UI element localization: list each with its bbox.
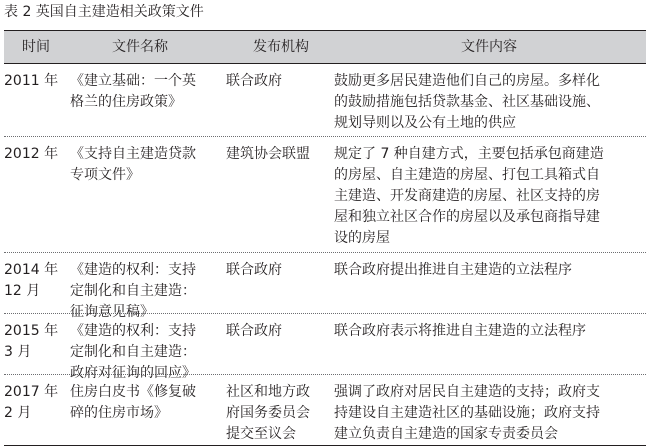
table-row [4,375,646,446]
table-header [4,30,646,64]
header-time: 时间 [22,39,50,55]
cell-name: 住房白皮书《修复破 碎的住房市场》 [70,384,196,421]
cell-org: 建筑协会联盟 [226,146,310,162]
table-row [4,314,646,381]
cell-org: 联合政府 [226,262,282,278]
cell-org: 联合政府 [226,323,282,339]
cell-content: 规定了 7 种自建方式，主要包括承包商建造 的房屋、自主建造的房屋、打包工具箱式自 主建造、开发商建造的房屋、社区支持的房 屋和独立社区合作的房屋以及承包商指导建 设的房屋 [334,146,604,246]
cell-time: 2015 年 3 月 [4,323,59,360]
header-name: 文件名称 [112,39,168,55]
cell-time: 2017 年 2 月 [4,384,59,421]
cell-time: 2011 年 [4,73,59,89]
cell-org: 联合政府 [226,73,282,89]
cell-time: 2014 年 12 月 [4,262,59,299]
cell-time: 2012 年 [4,146,59,162]
table-row [4,64,646,137]
table-row [4,137,646,253]
cell-name: 《支持自主建造贷款 专项文件》 [70,146,196,183]
cell-content: 联合政府表示将推进自主建造的立法程序 [334,323,586,339]
cell-content: 鼓励更多居民建造他们自己的房屋。多样化 的鼓励措施包括贷款基金、社区基础设施、 规划导则以及公有土地的供应 [334,73,600,131]
table-caption: 表 2 英国自主建造相关政策文件 [4,4,204,20]
cell-content: 强调了政府对居民自主建造的支持；政府支 持建设自主建造社区的基础设施；政府支持 建立负责自主建造的国家专责委员会 [334,384,600,442]
header-org: 发布机构 [253,39,309,55]
cell-org: 社区和地方政 府国务委员会 提交至议会 [226,384,310,442]
cell-name: 《建立基础：一个英 格兰的住房政策》 [70,73,196,110]
cell-content: 联合政府提出推进自主建造的立法程序 [334,262,572,278]
header-content: 文件内容 [461,39,517,55]
cell-name: 《建造的权利：支持 定制化和自主建造： 征询意见稿》 [70,262,196,320]
policy-table [4,30,646,446]
table-row [4,253,646,320]
cell-name: 《建造的权利：支持 定制化和自主建造： 政府对征询的回应》 [70,323,196,381]
